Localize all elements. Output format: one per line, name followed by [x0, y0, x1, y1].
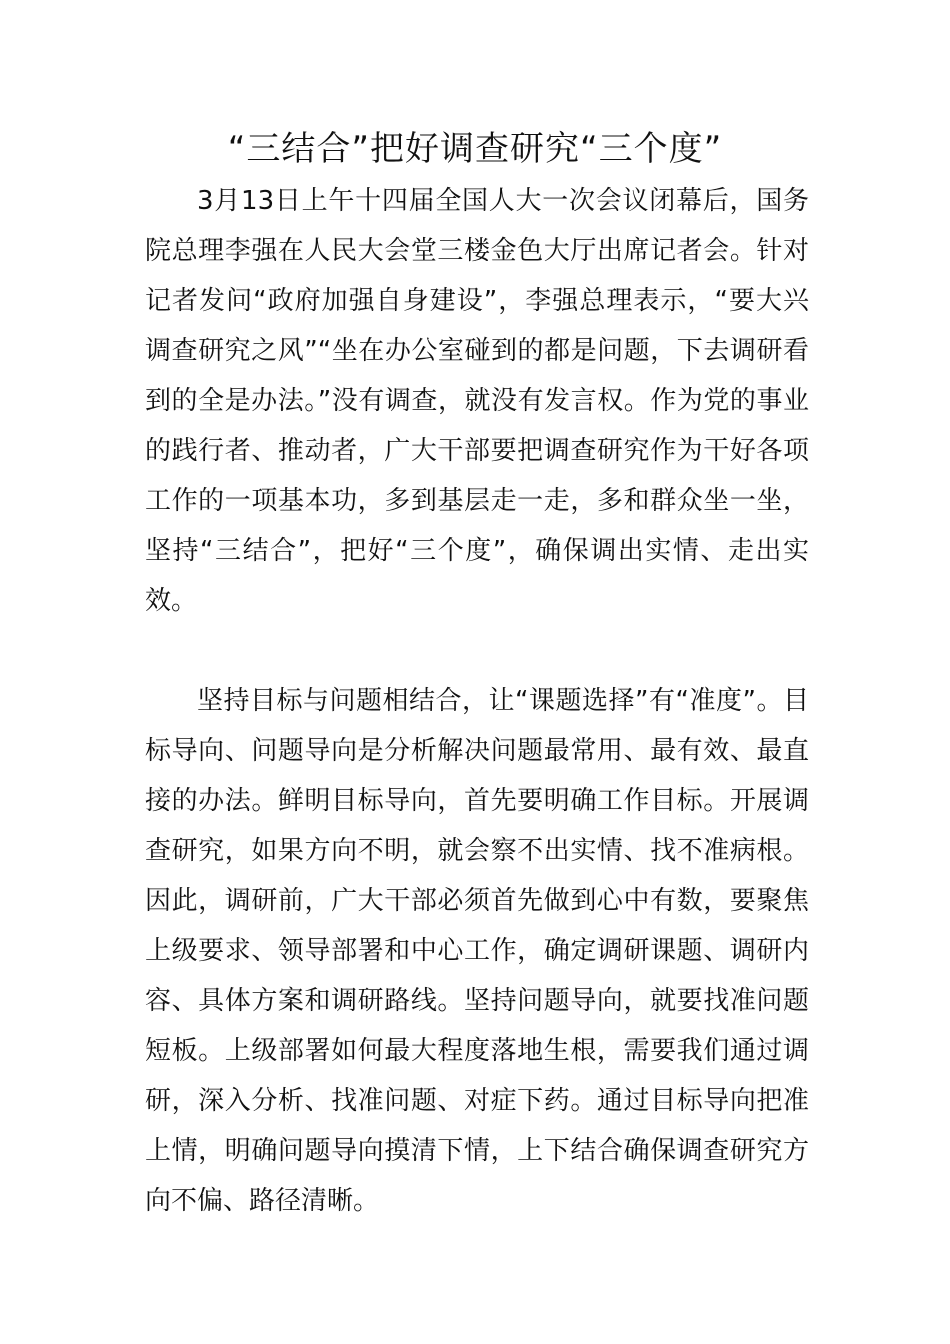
paragraph-goal-problem: 坚持目标与问题相结合，让“课题选择”有“准度”。目标导向、问题导向是分析解决问题最常用、最有效、最直接的办法。鲜明目标导向，首先要明确工作目标。开展调查研究，如果方向不明，就会察不出实情、找不准病根。因此，调研前，广大干部必须首先做到心中有数，要聚焦上级要求、领导部署和中心工作，确定调研课题、调研内容、具体方案和调研路线。坚持问题导向，就要找准问题短板。上级部署如何最大程度落地生根，需要我们通过调研，深入分析、找准问题、对症下药。通过目标导向把准上情，明确问题导向摸清下情，上下结合确保调查研究方向不偏、路径清晰。 [145, 686, 809, 1216]
document-title: “三结合”把好调查研究“三个度” [227, 129, 723, 169]
paragraph-intro: 3月13日上午十四届全国人大一次会议闭幕后，国务院总理李强在人民大会堂三楼金色大厅出席记者会。针对记者发问“政府加强自身建设”，李强总理表示，“要大兴调查研究之风”“坐在办公室碰到的都是问题，下去调研看到的全是办法。”没有调查，就没有发言权。作为党的事业的践行者、推动者，广大干部要把调查研究作为干好各项工作的一项基本功，多到基层走一走，多和群众坐一坐，坚持“三结合”，把好“三个度”，确保调出实情、走出实效。 [145, 186, 809, 616]
